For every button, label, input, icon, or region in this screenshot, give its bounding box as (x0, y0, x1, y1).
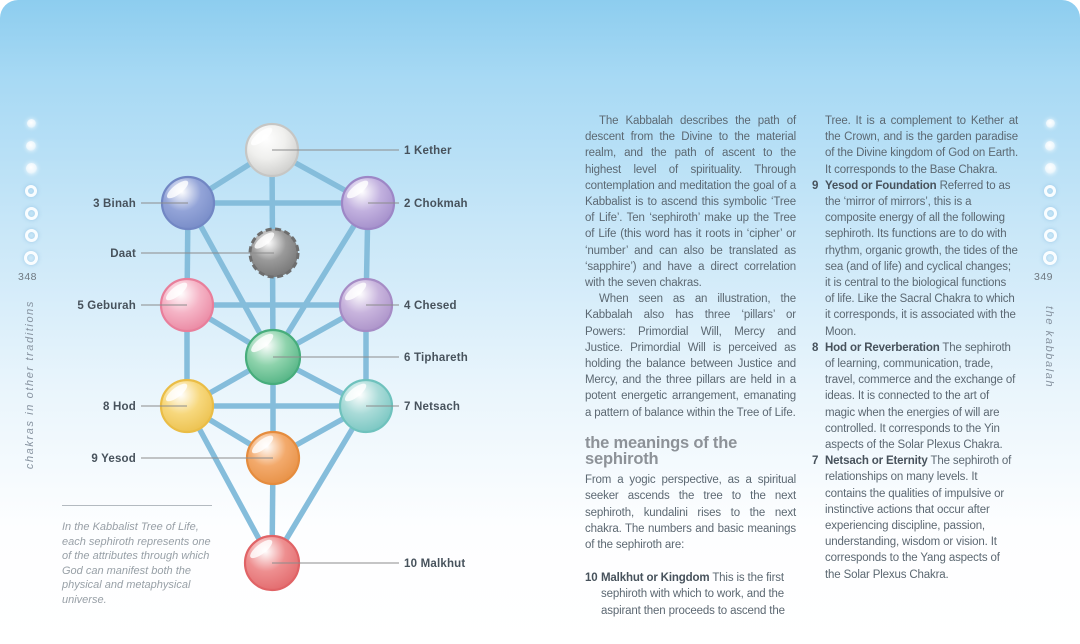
diagram-caption-block (62, 505, 218, 608)
item-number: 9 (812, 179, 819, 192)
label-hod: 8 Hod (103, 401, 136, 413)
chakra-dot-icon (1044, 185, 1056, 197)
chakra-dot-icon (1046, 119, 1055, 128)
list-item-9-yesod (812, 178, 1018, 340)
column-right (812, 113, 1018, 583)
chakra-dot-icon (1044, 229, 1057, 242)
paragraph-kabbalah-intro: The Kabbalah describes the path of descent from the Divine to the material realm, and the path of ascent to the highest level of spirituality. Through contemplation and meditation the goal of a Kabbalist is to ascend this symbolic ‘Tree of Life’. Ten ‘sephiroth’ make up the Tree of Life (this word has it roots in ‘cipher’ or ‘number’ and can also be translated as ‘sapphire’) and have a direct correlation with the seven chakras. (585, 115, 796, 290)
label-yesod: 9 Yesod (91, 453, 136, 465)
label-kether: 1 Kether (404, 145, 452, 157)
item-title: Malkhut or Kingdom (601, 572, 710, 585)
column-middle (585, 113, 796, 619)
item-text: This is the first sephiroth with which to work, and the aspirant then proceeds to ascend the (601, 572, 785, 617)
chakra-dot-icon (1043, 251, 1057, 265)
label-chesed: 4 Chesed (404, 300, 457, 312)
item-number: 10 (585, 572, 598, 585)
page-number-left: 348 (18, 271, 38, 283)
item-text: The sephiroth of relationships on many levels. It contains the qualities of impulsive or instinctive actions that occur after experiencing discipline, passion, understanding, wisdom or vision. It corresponds to the Yang aspects of the Solar Plexus Chakra. (825, 455, 1012, 581)
label-malkhut: 10 Malkhut (404, 558, 466, 570)
item-title: Hod or Reverberation (825, 341, 940, 354)
item-number: 8 (812, 341, 819, 354)
list-item-7-netsach (812, 453, 1018, 583)
item-number: 7 (812, 455, 819, 468)
running-title-left: chakras in other traditions (24, 300, 36, 470)
list-item-10-malkhut (585, 570, 796, 619)
paragraph-three-pillars: When seen as an illustration, the Kabbalah also has three ‘pillars’ or Powers: Primordial Will, Mercy and Justice. Primordial Will is perceived as holding the balance between Justice and Mercy, and the three pillars are held in a potent energetic arrangement, emanating a pattern of balance within the Tree of Life. (585, 293, 796, 419)
label-chokmah: 2 Chokmah (404, 198, 468, 210)
chakra-dots-column-right (1042, 119, 1058, 273)
caption-rule (62, 505, 212, 506)
chakra-dot-icon (1045, 141, 1055, 151)
diagram-caption: In the Kabbalist Tree of Life, each sephiroth represents one of the attributes through which God can manifest both the physical and metaphysical universe. (62, 521, 211, 606)
item-title: Yesod or Foundation (825, 179, 937, 192)
chakra-dot-icon (1044, 207, 1057, 220)
list-item-10-continuation: Tree. It is a complement to Kether at the Crown, and is the garden paradise of the Divine kingdom of God on Earth. It corresponds to the Base Chakra. (825, 115, 1018, 176)
chakra-dot-icon (1045, 163, 1056, 174)
paragraph-yogic-perspective: From a yogic perspective, as a spiritual seeker ascends the tree to the next sephiroth, kundalini rises to the next chakra. The numbers and basic meanings of the sephiroth are: (585, 474, 796, 552)
running-title-right: the kabbalah (1043, 306, 1055, 389)
item-text: Referred to as the ‘mirror of mirrors’, this is a composite energy of all the following sephiroth. Its functions are to do with rhythm, organic growth, the tides of the sea (and of life) and cyclical changes; it is central to the biological functions of life. Like the Sacral Chakra to which it corresponds, it is associated with the Moon. (825, 179, 1018, 338)
list-item-8-hod (812, 340, 1018, 453)
label-daat: Daat (110, 248, 136, 260)
label-tiphareth: 6 Tiphareth (404, 352, 468, 364)
item-text: The sephiroth of learning, communication, trade, travel, commerce and the exchange of ideas. It is connected to the art of magic when the energies of will are controlled. It corresponds to the Yin aspects of the Solar Plexus Chakra. (825, 341, 1016, 452)
label-binah: 3 Binah (93, 198, 136, 210)
label-geburah: 5 Geburah (77, 300, 136, 312)
label-netsach: 7 Netsach (404, 401, 461, 413)
page-number-right: 349 (1034, 271, 1054, 283)
section-heading-meanings: the meanings of the sephiroth (585, 433, 738, 469)
item-title: Netsach or Eternity (825, 455, 928, 468)
